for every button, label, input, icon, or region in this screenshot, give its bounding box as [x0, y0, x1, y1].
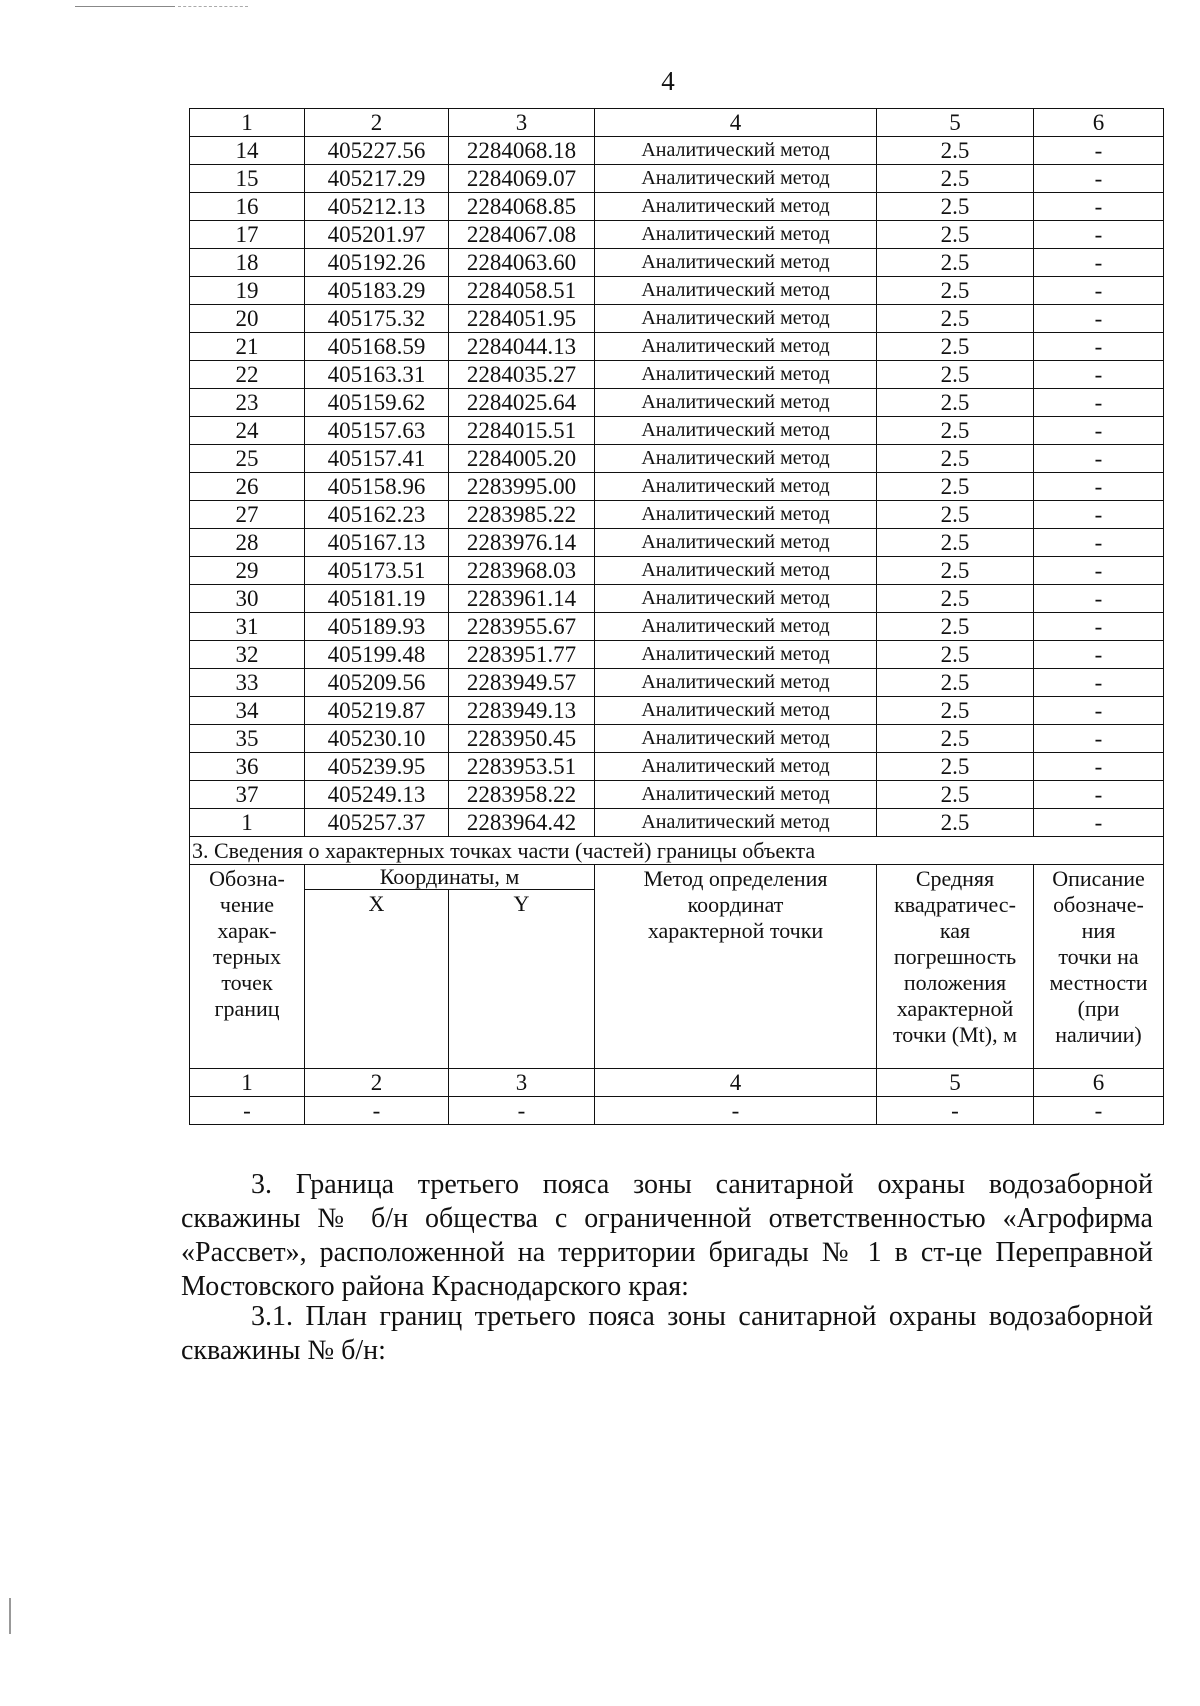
table-row — [190, 193, 1164, 221]
description: - — [1034, 417, 1164, 445]
description: - — [1034, 529, 1164, 557]
paragraph-zone-boundary: 3. Граница третьего пояса зоны санитарной охраны водозаборной скважины № б/н общества с ограниченной ответственностью «Агрофирма «Рассвет», расположенной на территории бригады № 1 в ст-це Переправной Мостовского района Краснодарского края: — [181, 1169, 1153, 1302]
header-method: Метод определения координат характерной точки — [595, 865, 877, 1069]
coord-x: 405181.19 — [305, 585, 449, 613]
coord-y: 2284025.64 — [449, 389, 595, 417]
coord-x: 405209.56 — [305, 669, 449, 697]
coord-y: 2283968.03 — [449, 557, 595, 585]
coord-x: 405173.51 — [305, 557, 449, 585]
coord-x: 405230.10 — [305, 725, 449, 753]
error-value: 2.5 — [877, 137, 1034, 165]
coord-x: 405217.29 — [305, 165, 449, 193]
table-row — [190, 361, 1164, 389]
table-row — [190, 669, 1164, 697]
coord-y: 2283953.51 — [449, 753, 595, 781]
table-row — [190, 809, 1164, 837]
coord-x: 405199.48 — [305, 641, 449, 669]
coord-x: 405157.41 — [305, 445, 449, 473]
coord-x: 405163.31 — [305, 361, 449, 389]
description: - — [1034, 557, 1164, 585]
scan-artifact-margin — [9, 1598, 11, 1634]
coord-x: 405212.13 — [305, 193, 449, 221]
method: Аналитический метод — [595, 193, 877, 221]
empty-cell: - — [877, 1097, 1034, 1125]
error-value: 2.5 — [877, 445, 1034, 473]
coord-y: 2284068.85 — [449, 193, 595, 221]
point-number: 29 — [190, 557, 305, 585]
description: - — [1034, 193, 1164, 221]
section3-empty-row — [190, 1097, 1164, 1125]
error-value: 2.5 — [877, 277, 1034, 305]
table-row — [190, 389, 1164, 417]
method: Аналитический метод — [595, 165, 877, 193]
coord-x: 405175.32 — [305, 305, 449, 333]
description: - — [1034, 753, 1164, 781]
point-number: 22 — [190, 361, 305, 389]
description: - — [1034, 389, 1164, 417]
point-number: 37 — [190, 781, 305, 809]
coordinates-table — [189, 108, 1164, 1125]
method: Аналитический метод — [595, 585, 877, 613]
coord-x: 405183.29 — [305, 277, 449, 305]
method: Аналитический метод — [595, 361, 877, 389]
section3-body — [190, 837, 1164, 1125]
coord-y: 2284067.08 — [449, 221, 595, 249]
point-number: 18 — [190, 249, 305, 277]
error-value: 2.5 — [877, 529, 1034, 557]
column-number: 6 — [1034, 1069, 1164, 1097]
table-row — [190, 305, 1164, 333]
method: Аналитический метод — [595, 305, 877, 333]
coord-y: 2283961.14 — [449, 585, 595, 613]
point-number: 36 — [190, 753, 305, 781]
coord-x: 405239.95 — [305, 753, 449, 781]
point-number: 26 — [190, 473, 305, 501]
header-designation: Обозна- чение харак- терных точек границ — [190, 865, 305, 1069]
coord-x: 405167.13 — [305, 529, 449, 557]
point-number: 31 — [190, 613, 305, 641]
description: - — [1034, 473, 1164, 501]
scan-artifact-line — [75, 6, 175, 7]
header-x: X — [305, 890, 449, 1069]
method: Аналитический метод — [595, 249, 877, 277]
coord-y: 2283949.13 — [449, 697, 595, 725]
column-number: 4 — [595, 1069, 877, 1097]
coord-x: 405192.26 — [305, 249, 449, 277]
empty-cell: - — [595, 1097, 877, 1125]
method: Аналитический метод — [595, 753, 877, 781]
header-coordinates: Координаты, м — [305, 865, 595, 890]
column-number: 3 — [449, 1069, 595, 1097]
empty-cell: - — [449, 1097, 595, 1125]
error-value: 2.5 — [877, 585, 1034, 613]
error-value: 2.5 — [877, 725, 1034, 753]
table-row — [190, 613, 1164, 641]
method: Аналитический метод — [595, 529, 877, 557]
method: Аналитический метод — [595, 333, 877, 361]
error-value: 2.5 — [877, 221, 1034, 249]
error-value: 2.5 — [877, 417, 1034, 445]
error-value: 2.5 — [877, 473, 1034, 501]
coord-x: 405201.97 — [305, 221, 449, 249]
column-number: 2 — [305, 109, 449, 137]
description: - — [1034, 277, 1164, 305]
description: - — [1034, 333, 1164, 361]
coord-y: 2283955.67 — [449, 613, 595, 641]
table-row — [190, 557, 1164, 585]
description: - — [1034, 613, 1164, 641]
coord-y: 2284005.20 — [449, 445, 595, 473]
coord-x: 405157.63 — [305, 417, 449, 445]
section3-title-row — [190, 837, 1164, 865]
table-row — [190, 781, 1164, 809]
point-number: 28 — [190, 529, 305, 557]
coord-x: 405158.96 — [305, 473, 449, 501]
method: Аналитический метод — [595, 669, 877, 697]
coord-x: 405257.37 — [305, 809, 449, 837]
table-row — [190, 473, 1164, 501]
point-number: 33 — [190, 669, 305, 697]
section3-column-number-row — [190, 1069, 1164, 1097]
column-number: 5 — [877, 1069, 1034, 1097]
error-value: 2.5 — [877, 613, 1034, 641]
coord-y: 2283958.22 — [449, 781, 595, 809]
coord-x: 405219.87 — [305, 697, 449, 725]
method: Аналитический метод — [595, 137, 877, 165]
coord-y: 2283951.77 — [449, 641, 595, 669]
column-number: 2 — [305, 1069, 449, 1097]
description: - — [1034, 305, 1164, 333]
method: Аналитический метод — [595, 697, 877, 725]
point-number: 21 — [190, 333, 305, 361]
description: - — [1034, 641, 1164, 669]
point-number: 35 — [190, 725, 305, 753]
description: - — [1034, 501, 1164, 529]
description: - — [1034, 445, 1164, 473]
error-value: 2.5 — [877, 165, 1034, 193]
description: - — [1034, 725, 1164, 753]
point-number: 20 — [190, 305, 305, 333]
point-number: 17 — [190, 221, 305, 249]
table-row — [190, 725, 1164, 753]
description: - — [1034, 809, 1164, 837]
point-number: 24 — [190, 417, 305, 445]
paragraph-plan-heading: 3.1. План границ третьего пояса зоны санитарной охраны водозаборной скважины № б/н: — [181, 1301, 1153, 1366]
method: Аналитический метод — [595, 809, 877, 837]
table-row — [190, 753, 1164, 781]
method: Аналитический метод — [595, 557, 877, 585]
table-row — [190, 221, 1164, 249]
table-row — [190, 697, 1164, 725]
error-value: 2.5 — [877, 333, 1034, 361]
point-number: 32 — [190, 641, 305, 669]
method: Аналитический метод — [595, 641, 877, 669]
scan-artifact-dash — [178, 6, 248, 7]
coord-y: 2283949.57 — [449, 669, 595, 697]
column-number: 5 — [877, 109, 1034, 137]
point-number: 16 — [190, 193, 305, 221]
point-number: 25 — [190, 445, 305, 473]
point-number: 34 — [190, 697, 305, 725]
point-number: 15 — [190, 165, 305, 193]
description: - — [1034, 361, 1164, 389]
error-value: 2.5 — [877, 501, 1034, 529]
table-row — [190, 417, 1164, 445]
coord-y: 2284051.95 — [449, 305, 595, 333]
description: - — [1034, 137, 1164, 165]
table-row — [190, 641, 1164, 669]
error-value: 2.5 — [877, 193, 1034, 221]
method: Аналитический метод — [595, 417, 877, 445]
coord-y: 2283950.45 — [449, 725, 595, 753]
method: Аналитический метод — [595, 221, 877, 249]
description: - — [1034, 781, 1164, 809]
coord-x: 405159.62 — [305, 389, 449, 417]
error-value: 2.5 — [877, 389, 1034, 417]
error-value: 2.5 — [877, 557, 1034, 585]
coord-x: 405162.23 — [305, 501, 449, 529]
coord-y: 2283985.22 — [449, 501, 595, 529]
coord-x: 405249.13 — [305, 781, 449, 809]
error-value: 2.5 — [877, 641, 1034, 669]
table-row — [190, 529, 1164, 557]
header-description: Описание обозначе- ния точки на местности (при наличии) — [1034, 865, 1164, 1069]
coord-x: 405189.93 — [305, 613, 449, 641]
section3-title: 3. Сведения о характерных точках части (частей) границы объекта — [190, 837, 1164, 865]
column-number: 1 — [190, 109, 305, 137]
description: - — [1034, 165, 1164, 193]
error-value: 2.5 — [877, 781, 1034, 809]
coord-y: 2284063.60 — [449, 249, 595, 277]
table-row — [190, 277, 1164, 305]
table-row — [190, 333, 1164, 361]
point-number: 27 — [190, 501, 305, 529]
method: Аналитический метод — [595, 445, 877, 473]
coord-y: 2284069.07 — [449, 165, 595, 193]
coord-y: 2284058.51 — [449, 277, 595, 305]
coord-y: 2284015.51 — [449, 417, 595, 445]
error-value: 2.5 — [877, 249, 1034, 277]
error-value: 2.5 — [877, 305, 1034, 333]
table-row — [190, 445, 1164, 473]
error-value: 2.5 — [877, 669, 1034, 697]
point-number: 14 — [190, 137, 305, 165]
section3-header-row — [190, 865, 1164, 890]
table-row — [190, 165, 1164, 193]
description: - — [1034, 249, 1164, 277]
column-number: 1 — [190, 1069, 305, 1097]
point-number: 30 — [190, 585, 305, 613]
method: Аналитический метод — [595, 501, 877, 529]
method: Аналитический метод — [595, 473, 877, 501]
column-number-row — [190, 109, 1164, 137]
coord-y: 2283964.42 — [449, 809, 595, 837]
table-row — [190, 501, 1164, 529]
column-number: 3 — [449, 109, 595, 137]
method: Аналитический метод — [595, 781, 877, 809]
point-number: 23 — [190, 389, 305, 417]
coord-y: 2284068.18 — [449, 137, 595, 165]
method: Аналитический метод — [595, 725, 877, 753]
method: Аналитический метод — [595, 277, 877, 305]
description: - — [1034, 221, 1164, 249]
coord-y: 2284035.27 — [449, 361, 595, 389]
coord-y: 2284044.13 — [449, 333, 595, 361]
error-value: 2.5 — [877, 809, 1034, 837]
header-error: Средняя квадратичес- кая погрешность положения характерной точки (Mt), м — [877, 865, 1034, 1069]
error-value: 2.5 — [877, 361, 1034, 389]
column-number: 4 — [595, 109, 877, 137]
point-number: 19 — [190, 277, 305, 305]
table-row — [190, 137, 1164, 165]
description: - — [1034, 669, 1164, 697]
coordinates-table-body — [190, 109, 1164, 837]
column-number: 6 — [1034, 109, 1164, 137]
method: Аналитический метод — [595, 389, 877, 417]
point-number: 1 — [190, 809, 305, 837]
coord-x: 405168.59 — [305, 333, 449, 361]
empty-cell: - — [190, 1097, 305, 1125]
empty-cell: - — [1034, 1097, 1164, 1125]
coord-y: 2283976.14 — [449, 529, 595, 557]
table-row — [190, 249, 1164, 277]
page-number: 4 — [661, 66, 675, 96]
coord-x: 405227.56 — [305, 137, 449, 165]
description: - — [1034, 585, 1164, 613]
header-y: Y — [449, 890, 595, 1069]
empty-cell: - — [305, 1097, 449, 1125]
description: - — [1034, 697, 1164, 725]
table-row — [190, 585, 1164, 613]
coord-y: 2283995.00 — [449, 473, 595, 501]
error-value: 2.5 — [877, 697, 1034, 725]
method: Аналитический метод — [595, 613, 877, 641]
error-value: 2.5 — [877, 753, 1034, 781]
